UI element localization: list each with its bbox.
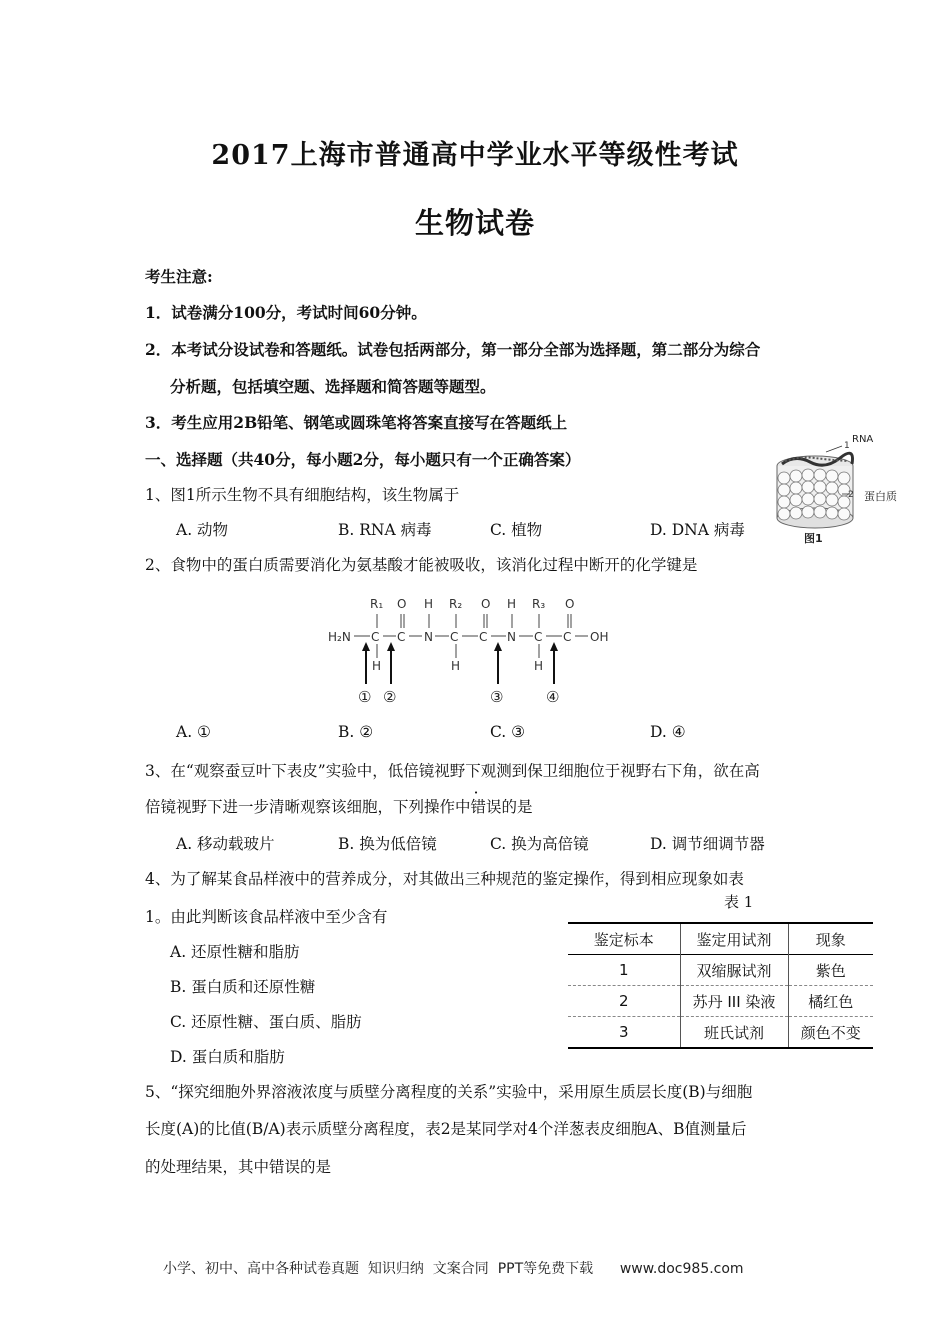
notice-item-2: 2．本考试分设试卷和答题纸。试卷包括两部分，第一部分全部为选择题，第二部分为综合 xyxy=(145,340,761,359)
table-cell: 3 xyxy=(618,1023,629,1041)
amino-terminus: H₂N xyxy=(328,630,351,644)
q3-stem-line1: 3、在“观察蚕豆叶下表皮”实验中，低倍镜视野下观测到保卫细胞位于视野右下角，欲在高 xyxy=(145,762,760,780)
bond-marker-4: ④ xyxy=(546,688,560,706)
notice-heading: 考生注意: xyxy=(145,267,213,286)
atom-h-c1: H xyxy=(372,659,382,673)
fig1-protein-label: 蛋白质 xyxy=(864,490,897,503)
table-header: 鉴定用试剂 xyxy=(680,923,788,955)
atom-h-n1: H xyxy=(424,597,434,611)
q4-option-c: C. 还原性糖、蛋白质、脂肪 xyxy=(170,1013,362,1031)
table-cell: 1 xyxy=(618,961,629,979)
tripeptide-structure xyxy=(320,588,620,708)
virus-figure xyxy=(770,428,910,550)
atom-o1: O xyxy=(397,597,407,611)
q3-option-a: A. 移动载玻片 xyxy=(176,835,275,853)
atom-o2: O xyxy=(481,597,491,611)
bond-marker-1: ① xyxy=(358,688,372,706)
r-group-1: R₁ xyxy=(370,597,384,611)
atom-h-n2: H xyxy=(507,597,517,611)
atom-n1: N xyxy=(424,630,433,644)
atom-n2: N xyxy=(507,630,516,644)
q1-option-b: B. RNA 病毒 xyxy=(338,521,432,539)
q1-option-a: A. 动物 xyxy=(176,521,229,539)
q3-stem-line2 xyxy=(145,795,533,817)
atom-c3: C xyxy=(450,630,459,644)
q3-emphasis: 错误 xyxy=(470,798,502,816)
q1-stem: 1、图1所示生物不具有细胞结构，该生物属于 xyxy=(145,486,460,504)
table-row xyxy=(568,955,873,986)
q4-stem-line2: 1。由此判断该食品样液中至少含有 xyxy=(145,908,388,926)
q3-stem-post: 的是 xyxy=(501,798,533,816)
capsid-illustration xyxy=(777,453,853,528)
q3-option-c: C. 换为高倍镜 xyxy=(490,835,589,853)
atom-c1: C xyxy=(371,630,380,644)
table-cell: 班氏试剂 xyxy=(680,1017,788,1049)
q1-option-c: C. 植物 xyxy=(490,521,543,539)
table1 xyxy=(568,922,873,1049)
q1-option-d: D. DNA 病毒 xyxy=(650,521,745,539)
q2-option-b: B. ② xyxy=(338,723,374,741)
atom-c6: C xyxy=(563,630,572,644)
q2-stem: 2、食物中的蛋白质需要消化为氨基酸才能被吸收，该消化过程中断开的化学键是 xyxy=(145,556,698,574)
q4-stem-line1: 4、为了解某食品样液中的营养成分，对其做出三种规范的鉴定操作，得到相应现象如表 xyxy=(145,870,744,888)
table-row xyxy=(568,986,873,1017)
notice-item-2-cont: 分析题，包括填空题、选择题和简答题等题型。 xyxy=(170,377,496,396)
table-cell: 颜色不变 xyxy=(788,1017,873,1049)
atom-c2: C xyxy=(397,630,406,644)
q5-stem-line1: 5、“探究细胞外界溶液浓度与质壁分离程度的关系”实验中，采用原生质层长度(B)与细胞 xyxy=(145,1083,753,1101)
table-cell: 橘红色 xyxy=(788,986,873,1017)
q2-option-c: C. ③ xyxy=(490,723,526,741)
fig1-num-1: 1 xyxy=(844,441,850,451)
page-footer[interactable]: 小学、初中、高中各种试卷真题 知识归纳 文案合同 PPT等免费下载 www.doc985.com xyxy=(163,1261,744,1277)
table-header-row xyxy=(568,923,873,955)
fig1-rna-label: RNA xyxy=(852,434,874,445)
bond-marker-3: ③ xyxy=(490,688,504,706)
carboxyl-terminus: OH xyxy=(590,630,609,644)
q3-stem-pre: 倍镜视野下进一步清晰观察该细胞，下列操作中 xyxy=(145,798,471,816)
q4-option-b: B. 蛋白质和还原性糖 xyxy=(170,978,316,996)
q4-option-a: A. 还原性糖和脂肪 xyxy=(170,943,300,961)
fig1-caption: 图1 xyxy=(804,532,823,545)
bond-marker-2: ② xyxy=(383,688,397,706)
atom-h-c3: H xyxy=(451,659,461,673)
table-cell: 双缩脲试剂 xyxy=(680,955,788,986)
exam-subtitle: 生物试卷 xyxy=(414,206,535,240)
q3-option-b: B. 换为低倍镜 xyxy=(338,835,437,853)
r-group-2: R₂ xyxy=(449,597,463,611)
q5-stem-line3: 的处理结果，其中错误的是 xyxy=(145,1158,332,1176)
q2-option-a: A. ① xyxy=(176,723,211,741)
table-row xyxy=(568,1017,873,1049)
notice-item-1: 1．试卷满分100分，考试时间60分钟。 xyxy=(145,303,427,322)
table-header: 鉴定标本 xyxy=(593,930,654,949)
section-heading: 一、选择题（共40分，每小题2分，每小题只有一个正确答案） xyxy=(145,450,581,469)
table-cell: 紫色 xyxy=(788,955,873,986)
atom-h-c5: H xyxy=(534,659,544,673)
table-cell: 苏丹 III 染液 xyxy=(680,986,788,1017)
table-cell: 2 xyxy=(618,992,629,1010)
exam-title: 2017上海市普通高中学业水平等级性考试 xyxy=(211,140,739,171)
table-header: 现象 xyxy=(788,923,873,955)
q4-option-d: D. 蛋白质和脂肪 xyxy=(170,1048,285,1066)
table1-caption: 表 1 xyxy=(724,893,754,911)
r-group-3: R₃ xyxy=(532,597,546,611)
q3-option-d: D. 调节细调节器 xyxy=(650,835,765,853)
q5-stem-line2: 长度(A)的比值(B/A)表示质壁分离程度，表2是某同学对4个洋葱表皮细胞A、B值测量后 xyxy=(145,1120,747,1138)
q2-option-d: D. ④ xyxy=(650,723,686,741)
atom-c5: C xyxy=(534,630,543,644)
atom-c4: C xyxy=(479,630,488,644)
fig1-num-2: 2 xyxy=(848,490,854,500)
atom-o3: O xyxy=(565,597,575,611)
notice-item-3: 3．考生应用2B铅笔、钢笔或圆珠笔将答案直接写在答题纸上 xyxy=(145,413,568,432)
